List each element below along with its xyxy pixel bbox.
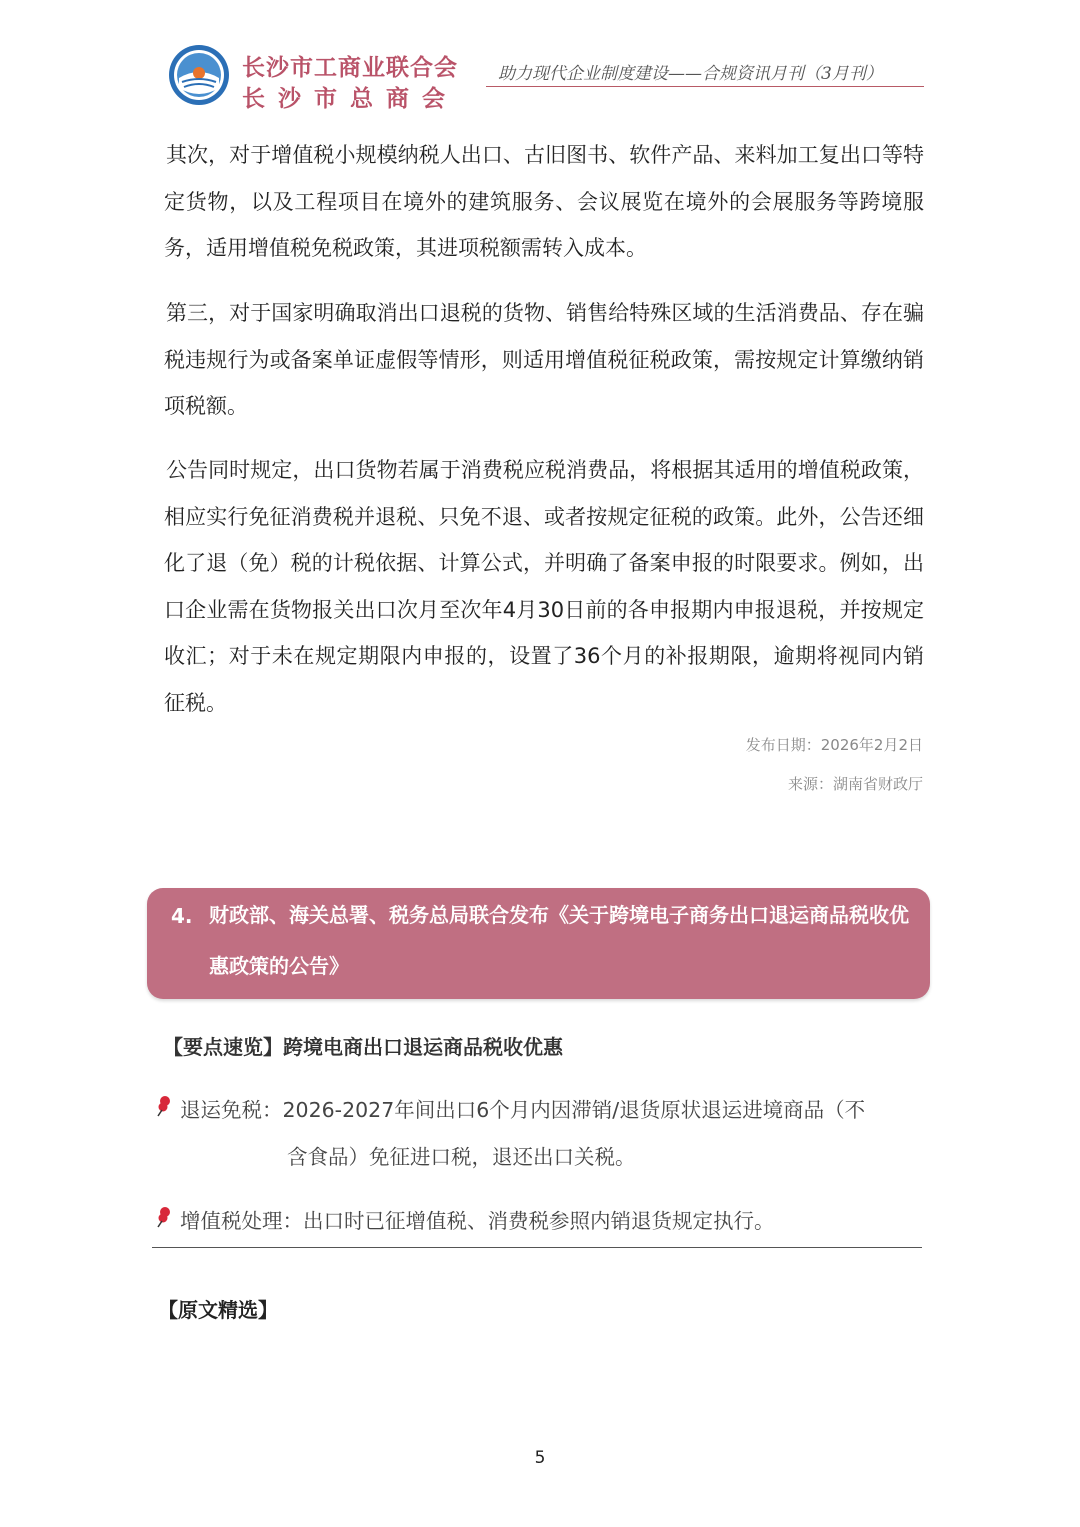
header-rule (486, 86, 924, 87)
page-number: 5 (534, 1448, 546, 1468)
chamber-logo (168, 44, 230, 106)
bullet-text-continuation: 含食品）免征进口税，退还出口关税。 (287, 1145, 636, 1169)
bullet-label: 增值税处理： (180, 1209, 303, 1233)
paragraph-announcement-details: 公告同时规定，出口货物若属于消费税应税消费品，将根据其适用的增值税政策，相应实行免征消费税并退税、只免不退、或者按规定征税的政策。此外，公告还细化了退（免）税的计税依据、计算公式，并明确了备案申报的时限要求。例如，出口企业需在货物报关出口次月至次年4月30日前的各申报期内申报退税，并按规定收汇；对于未在规定期限内申报的，设置了36个月的补报期限，逾期将视同内销征税。 (164, 458, 924, 715)
highlights-heading: 【要点速览】跨境电商出口退运商品税收优惠 (163, 1035, 563, 1059)
org-name: 长沙市工商业联合会 (242, 55, 458, 81)
bullet-label: 退运免税： (180, 1098, 283, 1122)
org-sub-name: 长沙市总商会 (242, 86, 458, 112)
bullet-text: 出口时已征增值税、消费税参照内销退货规定执行。 (303, 1209, 775, 1233)
bullet-vat-handling (180, 1198, 775, 1244)
source: 来源：湖南省财政厅 (787, 775, 923, 793)
paragraph-third-point: 第三，对于国家明确取消出口退税的货物、销售给特殊区域的生活消费品、存在骗税违规行为或备案单证虚假等情形，则适用增值税征税政策，需按规定计算缴纳销项税额。 (164, 301, 924, 418)
journal-title: 助力现代企业制度建设——合规资讯月刊（3月刊） (498, 64, 883, 84)
excerpt-heading: 【原文精选】 (158, 1298, 278, 1322)
section-number: 4. (171, 904, 193, 928)
push-pin-icon (156, 1095, 172, 1117)
bullet-text: 2026-2027年间出口6个月内因滞销/退货原状退运进境商品（不 (282, 1098, 866, 1122)
section-title: 财政部、海关总署、税务总局联合发布《关于跨境电子商务出口退运商品税收优惠政策的公告》 (209, 903, 909, 978)
publish-date: 发布日期：2026年2月2日 (745, 736, 923, 754)
paragraph-second-point: 其次，对于增值税小规模纳税人出口、古旧图书、软件产品、来料加工复出口等特定货物，以及工程项目在境外的建筑服务、会议展览在境外的会展服务等跨境服务，适用增值税免税政策，其进项税额需转入成本。 (164, 143, 924, 260)
section-divider (152, 1247, 922, 1248)
push-pin-icon (156, 1206, 172, 1228)
bullet-return-tax-exemption (180, 1087, 865, 1133)
section-banner (147, 888, 930, 999)
